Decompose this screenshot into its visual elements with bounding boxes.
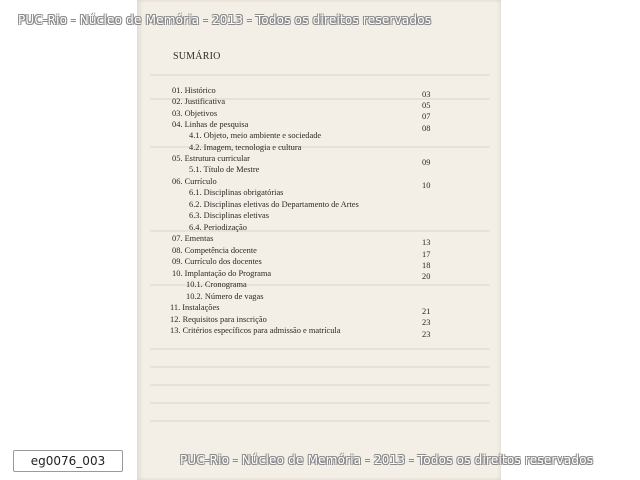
toc-entry-page: 10 — [422, 181, 431, 190]
toc-entry-page: 03 — [422, 90, 431, 99]
toc-entry-page: 18 — [422, 261, 431, 270]
bleed-through-line — [150, 420, 490, 422]
toc-entry-page: 07 — [422, 112, 431, 121]
bleed-through-line — [150, 348, 490, 350]
toc-entry-page: 23 — [422, 318, 431, 327]
page-title: SUMÁRIO — [173, 51, 221, 62]
toc-subentry-label: 4.2. Imagem, tecnologia e cultura — [189, 143, 302, 152]
toc-subentry-label: 6.4. Periodização — [189, 223, 247, 232]
bleed-through-line — [150, 366, 490, 368]
toc-entry-page: 23 — [422, 330, 431, 339]
toc-entry-page: 20 — [422, 272, 431, 281]
toc-entry-page: 05 — [422, 101, 431, 110]
toc-entry-label: 10. Implantação do Programa — [172, 269, 272, 278]
toc-entry-page: 08 — [422, 124, 431, 133]
toc-subentry-label: 10.1. Cronograma — [186, 280, 247, 289]
toc-entry-label: 08. Competência docente — [172, 246, 257, 255]
toc-entry-label: 03. Objetivos — [172, 109, 218, 118]
toc-subentry-label: 5.1. Título de Mestre — [189, 165, 260, 174]
toc-entry-label: 12. Requisitos para inscrição — [170, 315, 267, 324]
toc-subentry-label: 10.2. Número de vagas — [186, 292, 264, 301]
toc-subentry-label: 6.1. Disciplinas obrigatórias — [189, 188, 284, 197]
toc-entry-label: 06. Currículo — [172, 177, 217, 186]
document-id-label: eg0076_003 — [13, 450, 123, 472]
toc-entry-label: 02. Justificativa — [172, 97, 226, 106]
toc-subentry-label: 6.2. Disciplinas eletivas do Departamento de Artes — [189, 200, 359, 209]
toc-entry-label: 04. Linhas de pesquisa — [172, 120, 249, 129]
toc-entry-page: 09 — [422, 158, 431, 167]
toc-entry-page: 21 — [422, 307, 431, 316]
toc-entry-label: 05. Estrutura curricular — [172, 154, 250, 163]
toc-entry-page: 13 — [422, 238, 431, 247]
toc-subentry-label: 4.1. Objeto, meio ambiente e sociedade — [189, 131, 322, 140]
toc-entry-label: 13. Critérios específicos para admissão e matrícula — [170, 326, 341, 335]
watermark-bottom: PUC-Rio - Núcleo de Memória - 2013 - Todos os direitos reservados — [180, 453, 594, 467]
watermark-top: PUC-Rio - Núcleo de Memória - 2013 - Todos os direitos reservados — [18, 13, 432, 27]
toc-entry-label: 01. Histórico — [172, 86, 216, 95]
bleed-through-line — [150, 74, 490, 76]
toc-subentry-label: 6.3. Disciplinas eletivas — [189, 211, 270, 220]
toc-entry-label: 11. Instalações — [170, 303, 220, 312]
bleed-through-line — [150, 384, 490, 386]
bleed-through-line — [150, 402, 490, 404]
toc-entry-label: 07. Ementas — [172, 234, 214, 243]
toc-entry-label: 09. Currículo dos docentes — [172, 257, 262, 266]
toc-entry-page: 17 — [422, 250, 431, 259]
